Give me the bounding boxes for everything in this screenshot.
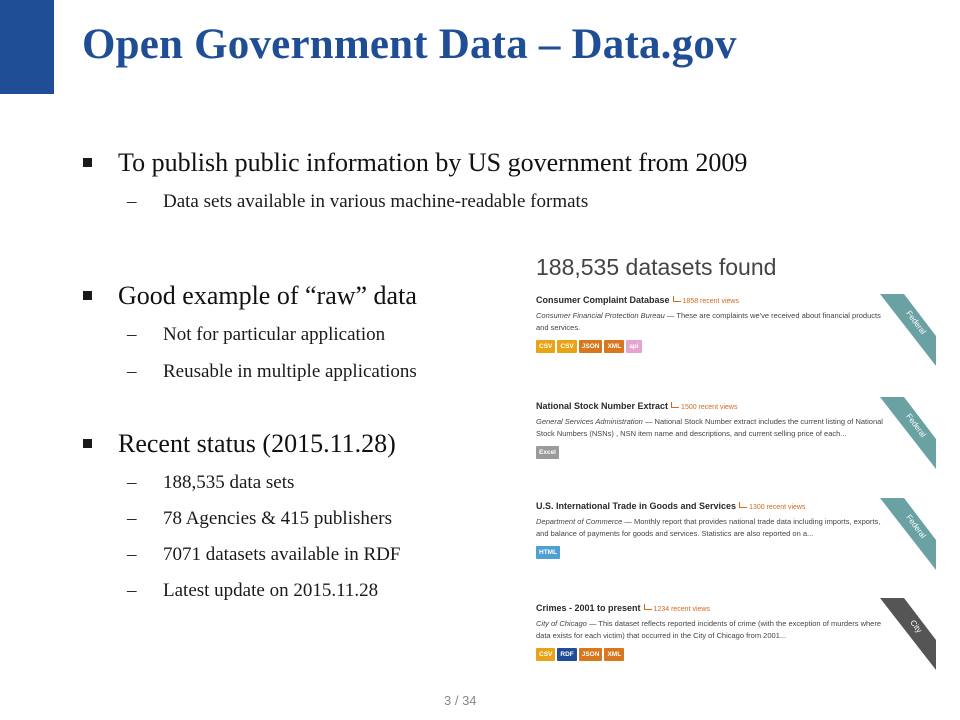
slide-title: Open Government Data – Data.gov (82, 21, 737, 68)
dataset-entry (536, 401, 936, 459)
sub-bullet-item (80, 503, 400, 534)
dash-bullet-icon: – (127, 191, 137, 212)
bullet-text: Recent status (2015.11.28) (118, 429, 396, 458)
dash-bullet-icon: – (127, 361, 137, 382)
format-tag[interactable]: api (626, 340, 641, 353)
format-tag[interactable]: XML (604, 340, 624, 353)
format-tag[interactable]: CSV (557, 340, 576, 353)
dash-bullet-icon: – (127, 472, 137, 493)
trend-icon (739, 502, 747, 508)
dataset-publisher: City of Chicago (536, 619, 587, 628)
sub-bullet-text: 7071 datasets available in RDF (163, 544, 401, 565)
corner-ribbon (880, 397, 936, 469)
sub-bullet-item (80, 319, 417, 350)
sub-bullet-item (80, 186, 747, 217)
bullet-group-purpose (80, 148, 747, 217)
sub-bullet-text: Not for particular application (163, 324, 386, 345)
sub-bullet-text: Reusable in multiple applications (163, 361, 417, 382)
recent-views: 1300 recent views (739, 504, 805, 511)
page-number: 3 / 34 (444, 693, 477, 708)
dash-bullet-icon: – (127, 324, 137, 345)
bullet-item (80, 429, 400, 459)
sub-bullet-text: 188,535 data sets (163, 472, 295, 493)
dataset-title[interactable]: U.S. International Trade in Goods and Services 1300 recent views (536, 501, 806, 511)
format-tag[interactable]: XML (604, 648, 624, 661)
dataset-description: Department of Commerce — Monthly report that provides national trade data including imports, exports, and balance of payments for goods and services. Statistics are also reported on a... (536, 517, 881, 538)
dataset-entry (536, 501, 936, 559)
dataset-entry (536, 603, 936, 661)
recent-views: 1500 recent views (671, 404, 737, 411)
dataset-title[interactable]: Consumer Complaint Database 1858 recent views (536, 295, 739, 305)
format-tag[interactable]: CSV (536, 648, 555, 661)
dash-bullet-icon: – (127, 580, 137, 601)
trend-icon (644, 604, 652, 610)
dataset-description: Consumer Financial Protection Bureau — These are complaints we've received about financial products and services. (536, 311, 881, 332)
recent-views: 1234 recent views (644, 606, 710, 613)
sub-bullet-item (80, 467, 400, 498)
dataset-title[interactable]: Crimes - 2001 to present 1234 recent views (536, 603, 710, 613)
dataset-publisher: Consumer Financial Protection Bureau (536, 311, 665, 320)
trend-icon (671, 402, 679, 408)
format-tag[interactable]: RDF (557, 648, 576, 661)
bullet-group-status (80, 429, 400, 606)
format-tag[interactable]: JSON (579, 340, 603, 353)
corner-ribbon (880, 598, 936, 670)
dash-bullet-icon: – (127, 544, 137, 565)
sub-bullet-item (80, 356, 417, 387)
format-tags (536, 446, 936, 459)
sub-bullet-item (80, 575, 400, 606)
format-tags (536, 546, 936, 559)
corner-ribbon (880, 498, 936, 570)
sub-bullet-text: Data sets available in various machine-readable formats (163, 191, 589, 212)
dash-bullet-icon: – (127, 508, 137, 529)
square-bullet-icon (83, 158, 92, 167)
datagov-screenshot (530, 248, 940, 693)
datasets-found-heading: 188,535 datasets found (536, 254, 777, 280)
format-tag[interactable]: HTML (536, 546, 560, 559)
dataset-description: General Services Administration — National Stock Number extract includes the current listing of National Stock Numbers (NSNs) , NSN item name and descriptions, and current selling price of each... (536, 417, 883, 438)
ribbon-label: Federal (904, 308, 928, 337)
ribbon-label: Federal (904, 512, 928, 541)
ribbon-shape (880, 598, 936, 670)
bullet-item (80, 148, 747, 178)
sub-bullet-text: Latest update on 2015.11.28 (163, 580, 379, 601)
format-tags (536, 648, 936, 661)
title-accent-bar (0, 0, 54, 94)
trend-icon (673, 296, 681, 302)
square-bullet-icon (83, 291, 92, 300)
dataset-title[interactable]: National Stock Number Extract 1500 recent views (536, 401, 738, 411)
dataset-publisher: Department of Commerce (536, 517, 623, 526)
dataset-publisher: General Services Administration (536, 417, 643, 426)
format-tag[interactable]: Excel (536, 446, 559, 459)
bullet-text: To publish public information by US government from 2009 (118, 148, 748, 177)
format-tag[interactable]: CSV (536, 340, 555, 353)
sub-bullet-item (80, 539, 400, 570)
bullet-item (80, 281, 417, 311)
format-tag[interactable]: JSON (579, 648, 603, 661)
dataset-description: City of Chicago — This dataset reflects reported incidents of crime (with the exception of murders where data exists for each victim) that occurred in the City of Chicago from 2001... (536, 619, 882, 640)
format-tags (536, 340, 936, 353)
ribbon-label: City (908, 618, 924, 635)
square-bullet-icon (83, 439, 92, 448)
bullet-text: Good example of “raw” data (118, 281, 417, 310)
dataset-entry (536, 295, 936, 353)
ribbon-label: Federal (904, 411, 928, 440)
corner-ribbon (880, 294, 936, 366)
bullet-group-raw-data (80, 281, 417, 387)
recent-views: 1858 recent views (673, 298, 739, 305)
sub-bullet-text: 78 Agencies & 415 publishers (163, 508, 393, 529)
